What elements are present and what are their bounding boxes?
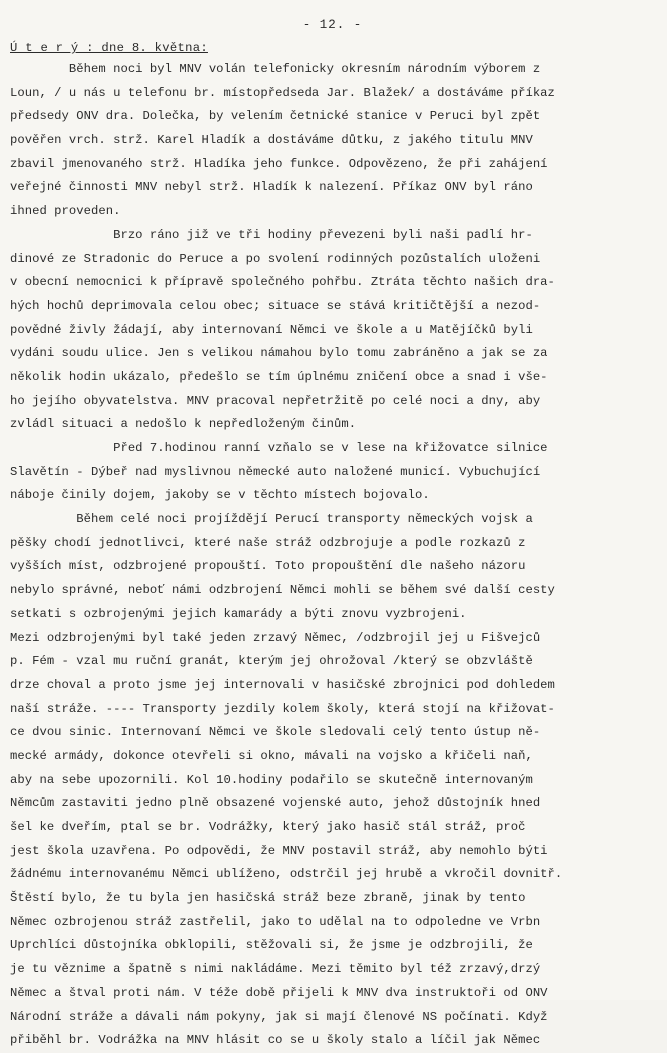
text-line: Němec ozbrojenou stráž zastřelil, jako to udělal na to odpoledne ve Vrbn <box>10 914 541 929</box>
text-line: šel ke dveřím, ptal se br. Vodrážky, který jako hasič stál stráž, proč <box>10 820 526 834</box>
text-line: Němec a štval proti nám. V téže době přijeli k MNV dva instruktoři od ONV <box>10 985 548 1000</box>
text-line: ihned proveden. <box>10 204 121 219</box>
text-line: Loun, / u nás u telefonu br. místopředseda Jar. Blažek/ a dostáváme příkaz <box>10 85 555 100</box>
text-line: pověřen vrch. strž. Karel Hladík a dostáváme důtku, z jakého titulu MNV <box>10 133 533 148</box>
text-line: aby na sebe upozornili. Kol 10.hodiny podařilo se skutečně internovaným <box>10 772 533 787</box>
text-line: vydáni soudu ulice. Jen s velikou námahou bylo tomu zabráněno a jak se za <box>10 346 548 361</box>
text-line: Během celé noci projíždějí Perucí transporty německých vojsk a <box>10 512 533 527</box>
text-line: ce dvou sinic. Internovaní Němci ve škole sledovali celý tento ústup ně- <box>10 725 541 740</box>
text-line: několik hodin ukázalo, předešlo se tím úplnému zničení obce a snad i vše- <box>10 369 548 384</box>
body-text <box>10 58 655 1053</box>
text-line: Uprchlíci důstojníka obklopili, stěžovali si, že jsme je odzbrojili, že <box>10 938 533 953</box>
text-line: Před 7.hodinou ranní vzňalo se v lese na křižovatce silnice <box>10 441 548 455</box>
text-line: p. Fém - vzal mu ruční granát, kterým jej ohrožoval /který se obzvláště <box>10 654 533 669</box>
text-line: Národní stráže a dávali nám pokyny, jak si mají členové NS počínati. Když <box>10 1009 548 1024</box>
text-line: dinové ze Stradonic do Peruce a po svolení rodinných pozůstalích uloženi <box>10 251 541 266</box>
text-line: náboje činily dojem, jakoby se v těchto místech bojovalo. <box>10 488 430 503</box>
text-line: je tu věznime a špatně s nimi nakládáme. Mezi těmito byl též zrzavý,drzý <box>10 962 541 977</box>
text-line: vyšších míst, odzbrojené propouští. Toto propouštění dle našeho názoru <box>10 559 526 574</box>
text-line: přiběhl br. Vodrážka na MNV hlásit co se u školy stalo a líčil jak Němec <box>10 1033 541 1048</box>
text-line: zbavil jmenovaného strž. Hladíka jeho funkce. Odpovězeno, že při zahájení <box>10 156 548 171</box>
text-line: zvládl situaci a nedošlo k nepředloženým činům. <box>10 417 357 432</box>
text-line: Štěstí bylo, že tu byla jen hasičská stráž beze zbraně, jinak by tento <box>10 891 526 906</box>
text-line: žádnému internovanému Němci ublíženo, odstrčil jej hrubě a vkročil dovnitř. <box>10 867 563 882</box>
text-line: Brzo ráno již ve tři hodiny převezeni byli naši padlí hr- <box>10 227 533 242</box>
day-heading: Ú t e r ý : dne 8. května: <box>10 41 208 55</box>
text-line: ho jejího obyvatelstva. MNV pracoval nepřetržitě po celé noci a dny, aby <box>10 393 541 408</box>
text-line: Během noci byl MNV volán telefonicky okresním národním výborem z <box>10 62 541 76</box>
text-line: povědné živly žádají, aby internovaní Němci ve škole a u Matějíčků byli <box>10 322 533 337</box>
text-line: v obecní nemocnici k přípravě společného pohřbu. Ztráta těchto našich dra- <box>10 275 555 290</box>
text-line: veřejné činnosti MNV nebyl strž. Hladík k nalezení. Příkaz ONV byl ráno <box>10 180 533 195</box>
text-line: předsedy ONV dra. Dolečka, by velením četnické stanice v Peruci byl zpět <box>10 109 541 124</box>
text-line: Němcům zastaviti jedno plně obsazené vojenské auto, jehož důstojník hned <box>10 796 541 811</box>
text-line: Mezi odzbrojenými byl také jeden zrzavý Němec, /odzbrojil jej u Fišvejců <box>10 630 541 645</box>
text-line: hých hochů deprimovala celou obec; situace se stává kritičtější a nezod- <box>10 298 541 313</box>
page-number: - 12. - <box>302 18 363 32</box>
text-line: setkati s ozbrojenými jejich kamarády a býti znovu vyzbrojeni. <box>10 606 467 621</box>
text-line: pěšky chodí jednotlivci, které naše stráž odzbrojuje a podle rozkazů z <box>10 535 526 550</box>
text-line: Slavětín - Dýbeř nad myslivnou německé auto naložené municí. Vybuchující <box>10 464 541 479</box>
text-line: nebylo správné, neboť námi odzbrojení Němci mohli se během své další cesty <box>10 583 555 598</box>
text-line: jest škola uzavřena. Po odpovědi, že MNV postavil stráž, aby nemohlo býti <box>10 843 548 858</box>
text-line: drze choval a proto jsme jej internovali v hasičské zbrojnici pod dohledem <box>10 677 555 692</box>
text-line: mecké armády, dokonce otevřeli si okno, mávali na vojsko a křičeli naň, <box>10 748 533 763</box>
text-line: naší stráže. ---- Transporty jezdily kolem školy, která stojí na křižovat- <box>10 701 555 716</box>
